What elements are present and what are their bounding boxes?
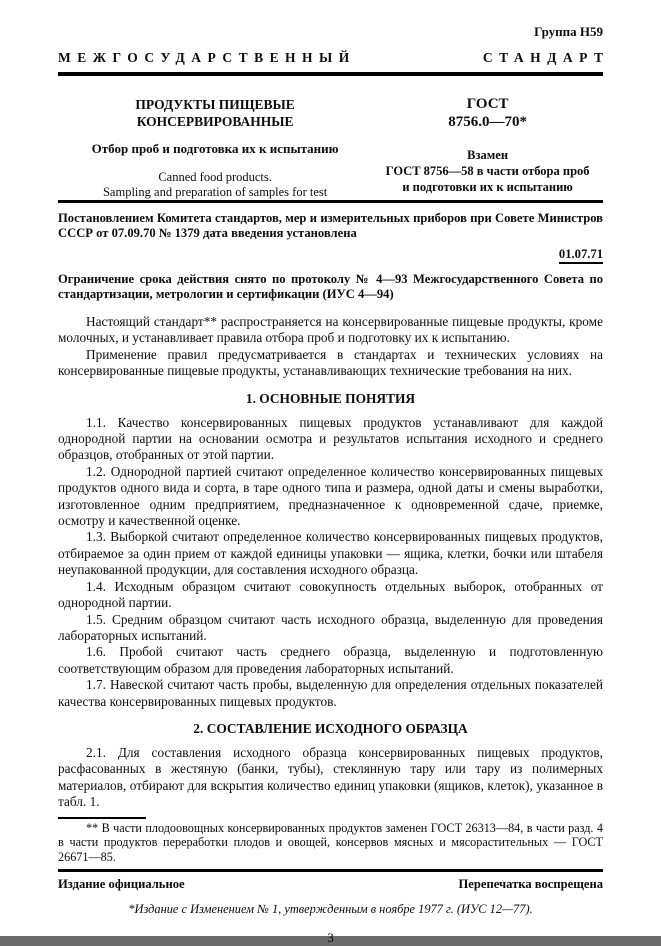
title-column (58, 96, 372, 200)
section-2-paragraph-1: 2.1. Для составления исходного образца консервированных пищевых продуктов, расфасованных в жестяную (банки, тубы), стеклянную тару или тару из полимерных материалов, отбирают для вскрытия количество единиц упаковки (ящиков, клеток), указанное в табл. 1. (58, 744, 603, 810)
section-1-heading: 1. ОСНОВНЫЕ ПОНЯТИЯ (245, 390, 416, 406)
intro-paragraph-2: Применение правил предусматривается в стандартах и технических условиях на консервированные пищевые продукты, устанавливающих технические требования на них. (58, 346, 603, 379)
document-body (58, 314, 603, 811)
section-1-paragraph-6: 1.6. Пробой считают часть среднего образца, выделенную и подготовленную соответствующим образом для проведения лабораторных испытаний. (58, 644, 603, 676)
replaces-line2: и подготовки их к испытанию (402, 180, 573, 194)
document-title-english-line2: Sampling and preparation of samples for test (102, 185, 328, 199)
effective-date: 01.07.71 (559, 247, 603, 264)
section-2-heading: 2. СОСТАВЛЕНИЕ ИСХОДНОГО ОБРАЗЦА (193, 720, 468, 736)
header-divider-rule (58, 200, 603, 203)
section-1-paragraph-2: 1.2. Однородной партией считают определенное количество консервированных пищевых продуктов одного вида и сорта, в таре одного типа и размера, одной даты и смены выработки, изготовленное одним предприятием, предназначенное к одновременной сдаче, приемке, осмотру и качественной оценке. (58, 463, 603, 529)
decree-paragraph: Постановлением Комитета стандартов, мер и измерительных приборов при Совете Министров СССР от 07.09.70 № 1379 дата введения установлена (58, 211, 603, 240)
masthead-word-standard: СТАНДАРТ (482, 50, 610, 65)
page-number: 3 (327, 930, 334, 946)
footnote-block (58, 817, 603, 865)
group-classification-label: Группа Н59 (534, 24, 603, 39)
replaces-line1: ГОСТ 8756—58 в части отбора проб (385, 164, 590, 178)
document-title-english (58, 170, 372, 200)
footer-row (58, 877, 603, 892)
replaces-block (372, 147, 603, 195)
section-1-paragraph-3: 1.3. Выборкой считают определенное количество консервированных пищевых продуктов, отбираемое за один прием от каждой единицы упаковки — ящика, клетки, бочки или штабеля неупакованной продукции, для составления исходного образца. (58, 529, 603, 578)
footer-divider-rule (58, 869, 603, 872)
gost-number: 8756.0—70* (448, 114, 527, 130)
masthead-divider-rule (58, 72, 603, 76)
official-edition-label: Издание официальное (58, 877, 185, 892)
limitation-paragraph: Ограничение срока действия снято по протоколу № 4—93 Межгосударственного Совета по стандартизации, метрологии и сертификации (ИУС 4—94) (58, 272, 603, 301)
footnote-text: ** В части плодоовощных консервированных продуктов заменен ГОСТ 26313—84, в части разд. 4 в части продуктов переработки плодов и овощей, консервов мясных и мясорастительных — ГОСТ 26671—85. (58, 820, 603, 864)
title-header-block (58, 96, 603, 200)
document-title-russian: ПРОДУКТЫ ПИЩЕВЫЕ КОНСЕРВИРОВАННЫЕ (135, 97, 295, 129)
document-subtitle-russian: Отбор проб и подготовка их к испытанию (91, 141, 339, 156)
gost-label: ГОСТ (466, 96, 509, 112)
masthead-word-interstate: МЕЖГОСУДАРСТВЕННЫЙ (58, 50, 356, 65)
document-title-english-line1: Canned food products. (158, 170, 272, 184)
footnote-separator-rule (58, 817, 146, 819)
replaces-label: Взамен (467, 148, 509, 162)
intro-paragraph-1: Настоящий стандарт** распространяется на консервированные пищевые продукты, кроме молочных, и устанавливает правила отбора проб и подготовку их к испытанию. (58, 314, 603, 346)
masthead-title (58, 49, 610, 66)
section-1-paragraph-7: 1.7. Навеской считают часть пробы, выделенную для определения отдельных показателей качества консервированных пищевых продуктов. (58, 677, 603, 709)
section-1-paragraph-4: 1.4. Исходным образцом считают совокупность отдельных выборок, отобранных от однородной партии. (58, 578, 603, 611)
reprint-prohibited-label: Перепечатка воспрещена (458, 877, 603, 892)
section-1-paragraph-1: 1.1. Качество консервированных пищевых продуктов устанавливают для каждой однородной партии на основании осмотра и результатов испытания исходного и среднего образцов, отобранных от этой партии. (58, 414, 603, 463)
gost-number-column (372, 96, 603, 200)
edition-amendment-note: *Издание с Изменением № 1, утвержденным в ноябре 1977 г. (ИУС 12—77). (128, 902, 533, 917)
section-1-paragraph-5: 1.5. Средним образцом считают часть исходного образца, выделенную для проведения лабораторных испытаний. (58, 611, 603, 643)
effective-date-row (58, 245, 603, 264)
